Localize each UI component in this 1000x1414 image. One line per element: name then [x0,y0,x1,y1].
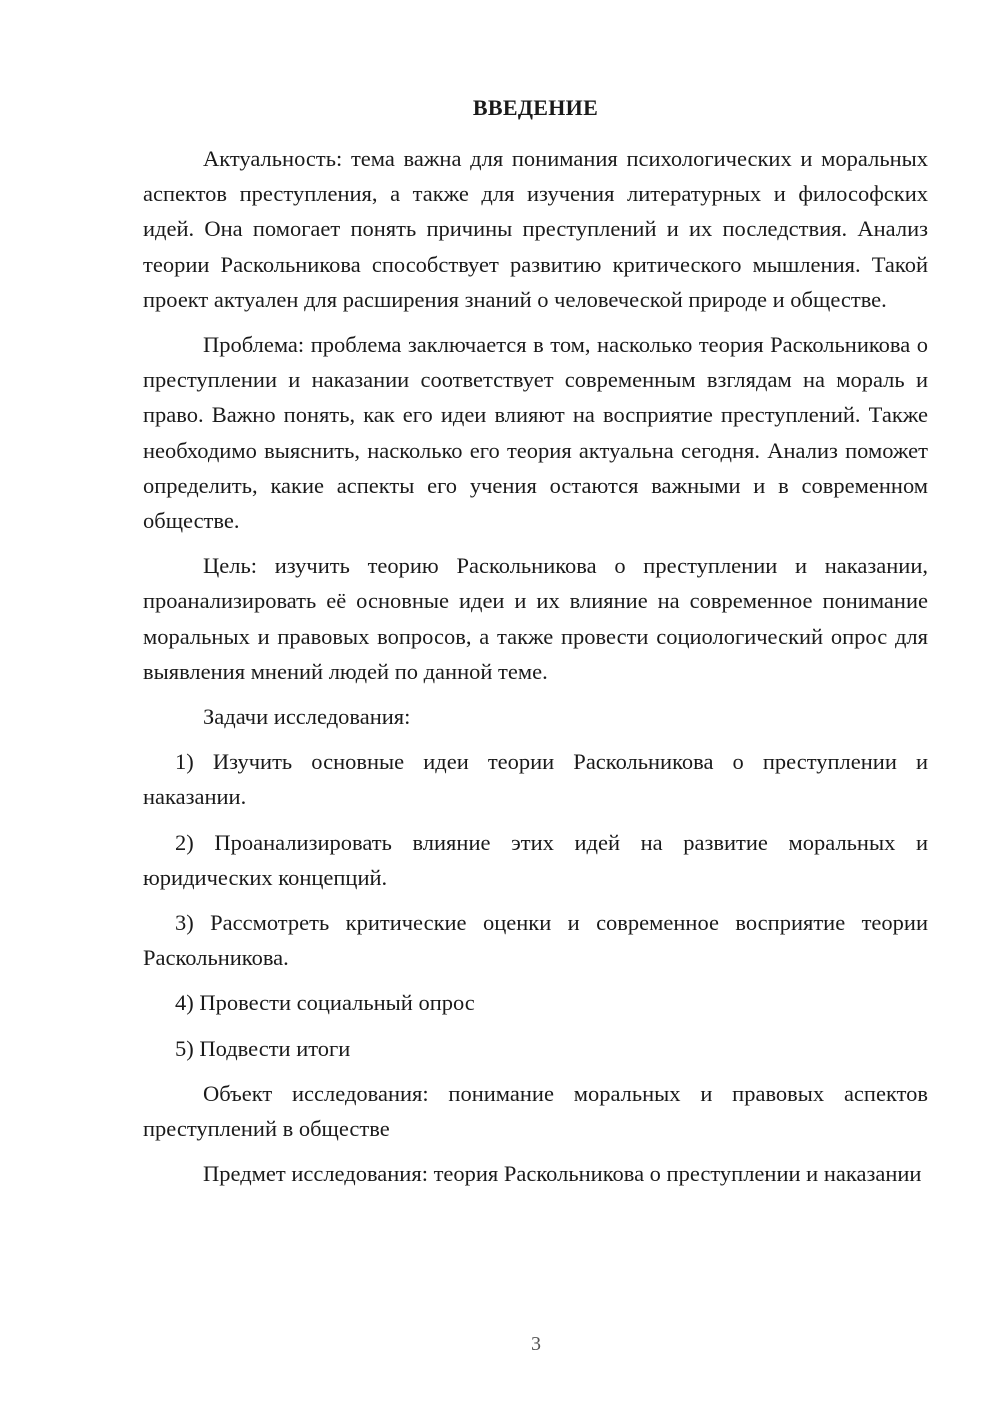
document-body [143,141,928,1191]
tasks-heading: Задачи исследования: [203,704,411,730]
page-number: 3 [531,1333,541,1355]
page-title: ВВЕДЕНИЕ [472,95,599,120]
problem-paragraph: Проблема: проблема заключается в том, насколько теория Раскольникова о преступлении и наказании соответствует современным взглядам на мораль и право. Важно понять, как его идеи влияют на восприятие преступлений. Также необходимо выяснить, насколько его теория актуальна сегодня. Анализ поможет определить, какие аспекты его учения остаются важными и в современном обществе. [143,332,928,534]
task-item-1: 1) Изучить основные идеи теории Раскольникова о преступлении и наказании. [143,749,928,810]
goal-paragraph: Цель: изучить теорию Раскольникова о преступлении и наказании, проанализировать её основные идеи и их влияние на современное понимание моральных и правовых вопросов, а также провести социологический опрос для выявления мнений людей по данной теме. [143,553,928,684]
task-item-3: 3) Рассмотреть критические оценки и современное восприятие теории Раскольникова. [143,910,928,971]
task-item-4: 4) Провести социальный опрос [175,990,475,1016]
object-paragraph: Объект исследования: понимание моральных и правовых аспектов преступлений в обществе [143,1080,928,1142]
task-item-5: 5) Подвести итоги [175,1035,351,1061]
relevance-paragraph: Актуальность: тема важна для понимания психологических и моральных аспектов преступления, а также для изучения литературных и философских идей. Она помогает понять причины преступлений и их последствия. Анализ теории Раскольникова способствует развитию критического мышления. Такой проект актуален для расширения знаний о человеческой природе и обществе. [143,146,928,312]
subject-paragraph: Предмет исследования: теория Раскольникова о преступлении и наказании [203,1161,922,1187]
task-item-2: 2) Проанализировать влияние этих идей на развитие моральных и юридических концепций. [143,829,928,890]
